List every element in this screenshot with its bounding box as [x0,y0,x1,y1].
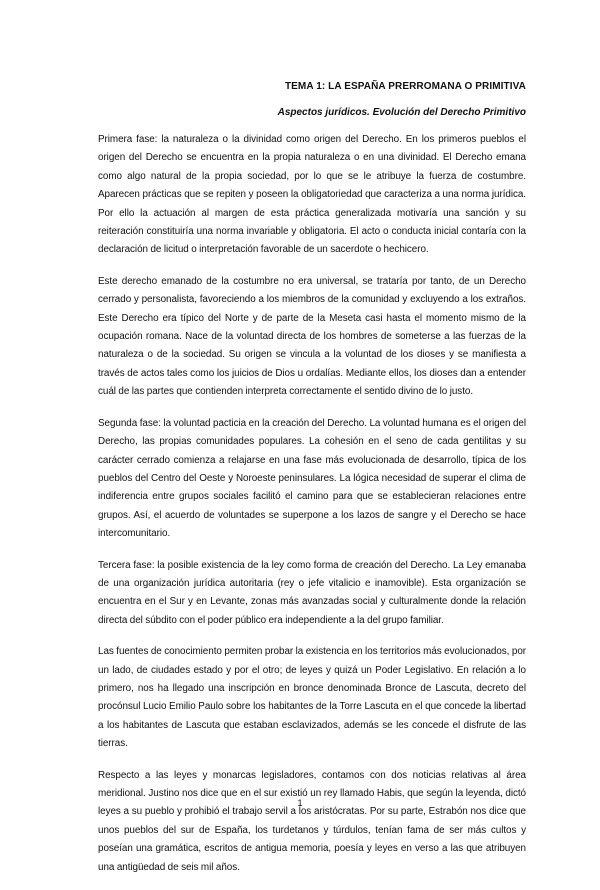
paragraph-tercera-fase: Tercera fase: la posible existencia de la ley como forma de creación del Derecho. La Ley emanaba de una organización jurídica autoritaria (rey o jefe vitalicio e inamovible). Esta organización se encuentra en el Sur y en Levante, zonas más avanzadas social y culturalmente donde la relación directa del súbdito con el poder público era independiente a la del grupo familiar. [98,559,526,626]
paragraph-leyes-monarcas: Respecto a las leyes y monarcas legisladores, contamos con dos noticias relativas al área meridional. Justino nos dice que en el sur existió un rey llamado Habis, que según la leyenda, dictó leyes a su pueblo y prohibió el trabajo servil a los aristócratas. Por su parte, Estrabón nos dice que unos pueblos del sur de España, los turdetanos y túrdulos, tenían fama de ser más cultos y poseían una gramática, escritos de antigua memoria, poesía y leyes en verso a las que atribuyen una antigüedad de seis mil años. [98,769,526,873]
paragraph-primera-fase: Primera fase: la naturaleza o la divinidad como origen del Derecho. En los primeros pueblos el origen del Derecho se encuentra en la propia naturaleza o en una divinidad. El Derecho emana como algo natural de la propia sociedad, por lo que se le atribuye la fuerza de costumbre. Aparecen prácticas que se repiten y poseen la obligatoriedad que caracteriza a una norma jurídica. Por ello la actuación al margen de esta práctica generalizada motivaría una sanción y su reiteración constituiría una norma invariable y obligatoria. El acto o conducta inicial contaría con la declaración de licitud o interpretación favorable de un sacerdote o hechicero. [98,134,526,256]
page-number: 1 [297,798,303,808]
paragraph-segunda-fase: Segunda fase: la voluntad pacticia en la creación del Derecho. La voluntad humana es el origen del Derecho, las propias comunidades populares. La cohesión en el seno de cada gentilitas y su carácter cerrado comienza a relajarse en una fase más evolucionada de desarrollo, típica de los pueblos del Centro del Oeste y Noroeste peninsulares. La lógica necesidad de superar el clima de indiferencia entre grupos sociales facilitó el camino para que se establecieran relaciones entre grupos. Así, el acuerdo de voluntades se superpone a los lazos de sangre y el Derecho se hace intercomunitario. [98,417,526,540]
document-body [98,131,526,890]
document-title: TEMA 1: LA ESPAÑA PRERROMANA O PRIMITIVA [284,81,526,92]
paragraph-derecho-costumbre: Este derecho emanado de la costumbre no era universal, se trataría por tanto, de un Derecho cerrado y personalista, favoreciendo a los miembros de la comunidad y excluyendo a los extraños. Este Derecho era típico del Norte y de parte de la Meseta casi hasta el momento mismo de la ocupación romana. Nace de la voluntad directa de los hombres de someterse a las fuerzas de la naturaleza o de la sociedad. Su origen se vincula a la voluntad de los dioses y se manifiesta a través de actos tales como los juicios de Dios u ordalías. Mediante ellos, los dioses dan a entender cuál de las partes que contienden interpreta correctamente el sentido divino de lo justo. [98,275,526,398]
paragraph-fuentes-conocimiento: Las fuentes de conocimiento permiten probar la existencia en los territorios más evolucionados, por un lado, de ciudades estado y por el otro; de leyes y quizá un Poder Legislativo. En relación a lo primero, nos ha llegado una inscripción en bronce denominada Bronce de Lascuta, decreto del procónsul Lucio Emilio Paulo sobre los habitantes de la Torre Lascuta en el que concede la libertad a los habitantes de Lascuta que estaban esclavizados, además se les concede el disfrute de las tierras. [98,646,526,750]
document-subtitle: Aspectos jurídicos. Evolución del Derecho Primitivo [277,107,526,118]
